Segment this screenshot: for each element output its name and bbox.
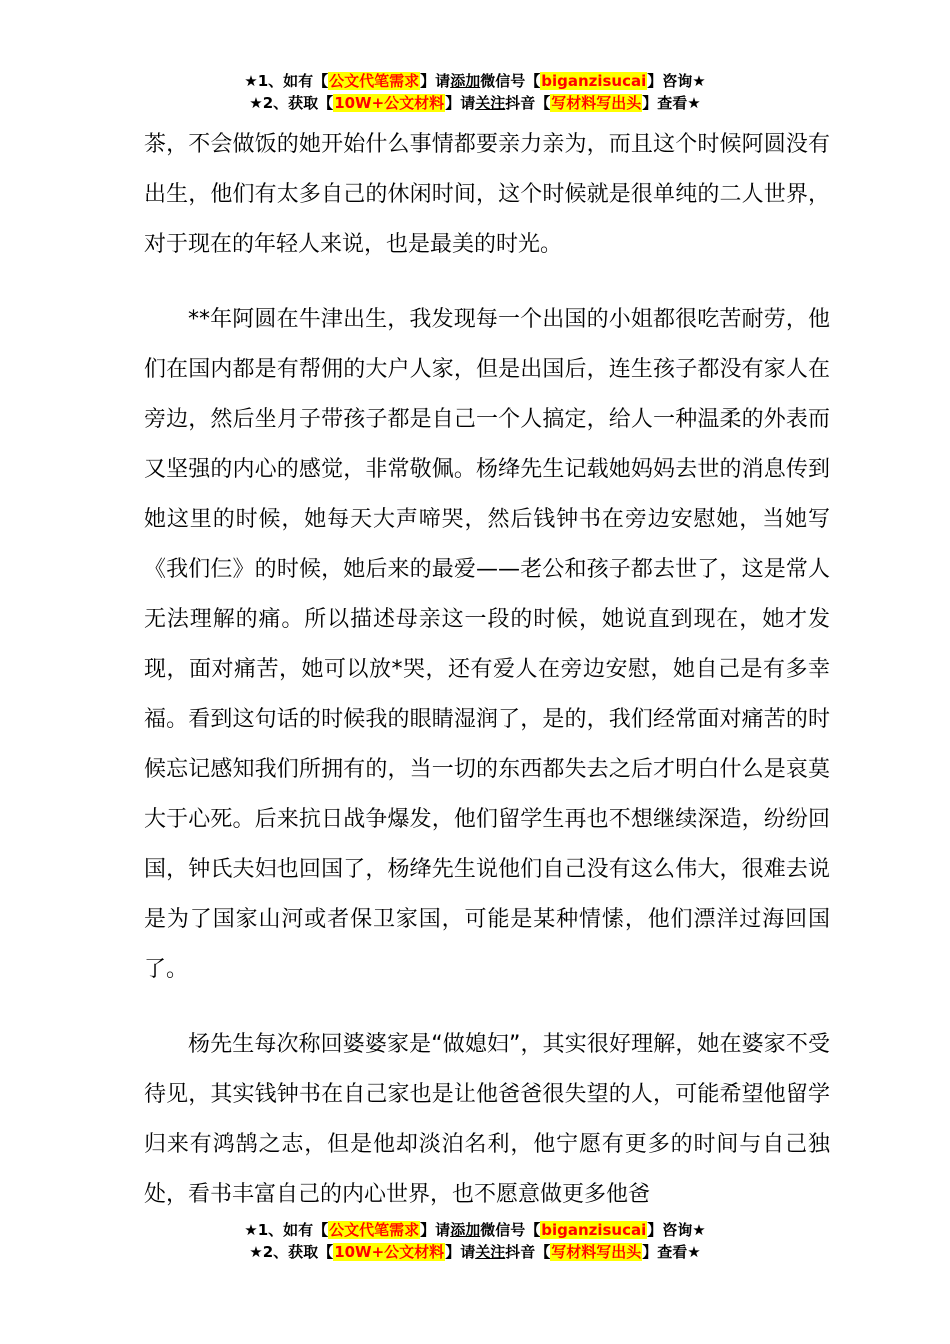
banner-underline: 关注 — [475, 94, 506, 112]
banner-line-2 — [0, 92, 950, 114]
banner-highlight: 写材料写出头 — [551, 94, 642, 112]
banner-text: 】咨询★ — [647, 72, 706, 90]
banner-text: 】请 — [445, 1243, 476, 1261]
paragraph: 茶，不会做饭的她开始什么事情都要亲力亲为，而且这个时候阿圆没有出生，他们有太多自己的休闲时间，这个时候就是很单纯的二人世界，对于现在的年轻人来说，也是最美的时光。 — [144, 132, 830, 257]
footer-banner — [0, 1219, 950, 1263]
banner-text: 】查看★ — [642, 1243, 701, 1261]
banner-highlight: 公文代笔需求 — [329, 72, 420, 90]
banner-highlight: 写材料写出头 — [551, 1243, 642, 1261]
document-body — [144, 120, 830, 1220]
banner-highlight: 10W+公文材料 — [334, 94, 445, 112]
banner-text: 抖音【 — [505, 94, 551, 112]
banner-underline: 添加 — [450, 1221, 481, 1239]
banner-text: 微信号【 — [480, 1221, 541, 1239]
banner-underline: 添加 — [450, 72, 481, 90]
banner-text: ★1、如有【 — [244, 1221, 329, 1239]
banner-highlight: 公文代笔需求 — [329, 1221, 420, 1239]
banner-highlight: biganzisucai — [541, 1221, 647, 1239]
banner-text: 微信号【 — [480, 72, 541, 90]
paragraph: 杨先生每次称回婆婆家是“做媳妇”，其实很好理解，她在婆家不受待见，其实钱钟书在自己家也是让他爸爸很失望的人，可能希望他留学归来有鸿鹄之志，但是他却淡泊名利，他宁愿有更多的时间与自己独处，看书丰富自己的内心世界，也不愿意做更多他爸 — [144, 1032, 830, 1207]
banner-text: ★1、如有【 — [244, 72, 329, 90]
banner-text: 】请 — [445, 94, 476, 112]
banner-highlight: 10W+公文材料 — [334, 1243, 445, 1261]
banner-underline: 关注 — [475, 1243, 506, 1261]
banner-line-1 — [0, 1219, 950, 1241]
banner-line-1 — [0, 70, 950, 92]
banner-text: 】请 — [420, 1221, 451, 1239]
banner-text: ★2、获取【 — [249, 94, 334, 112]
banner-highlight: biganzisucai — [541, 72, 647, 90]
paragraph: **年阿圆在牛津出生，我发现每一个出国的小姐都很吃苦耐劳，他们在国内都是有帮佣的大户人家，但是出国后，连生孩子都没有家人在旁边，然后坐月子带孩子都是自己一个人搞定，给人一种温柔的外表而又坚强的内心的感觉，非常敬佩。杨绛先生记载她妈妈去世的消息传到她这里的时候，她每天大声啼哭，然后钱钟书在旁边安慰她，当她写《我们仨》的时候，她后来的最爱——老公和孩子都去世了，这是常人无法理解的痛。所以描述母亲这一段的时候，她说直到现在，她才发现，面对痛苦，她可以放*哭，还有爱人在旁边安慰，她自己是有多幸福。看到这句话的时候我的眼睛湿润了，是的，我们经常面对痛苦的时候忘记感知我们所拥有的，当一切的东西都失去之后才明白什么是哀莫大于心死。后来抗日战争爆发，他们留学生再也不想继续深造，纷纷回国，钟氏夫妇也回国了，杨绛先生说他们自己没有这么伟大，很难去说是为了国家山河或者保卫家国，可能是某种情愫，他们漂洋过海回国了。 — [144, 307, 830, 982]
banner-text: ★2、获取【 — [249, 1243, 334, 1261]
header-banner — [0, 70, 950, 114]
banner-text: 抖音【 — [505, 1243, 551, 1261]
banner-text: 】咨询★ — [647, 1221, 706, 1239]
banner-line-2 — [0, 1241, 950, 1263]
banner-text: 】查看★ — [642, 94, 701, 112]
banner-text: 】请 — [420, 72, 451, 90]
